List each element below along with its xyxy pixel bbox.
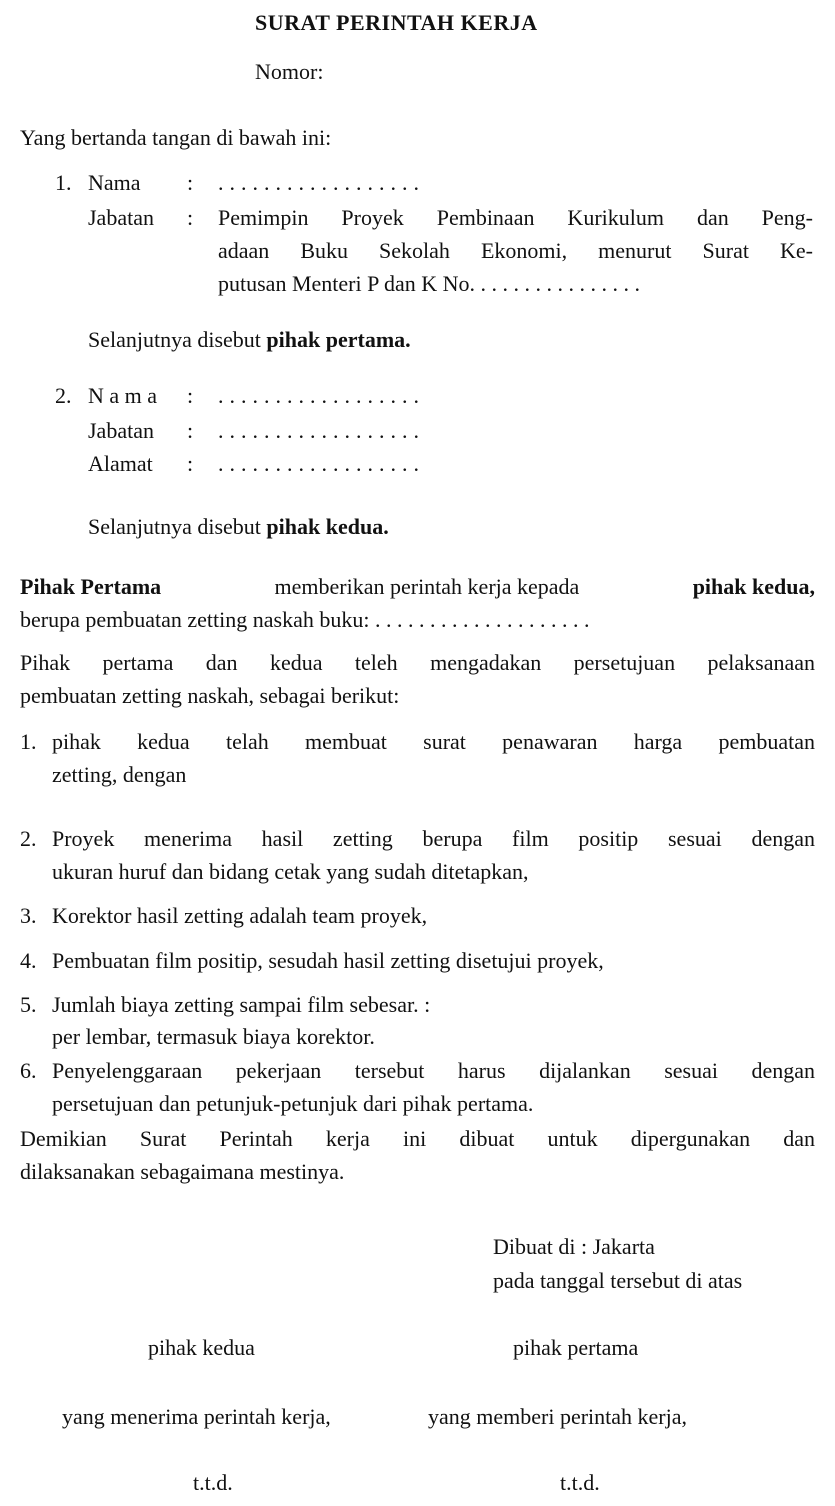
item-number: 2. xyxy=(20,826,37,851)
party2-nama-blank: .................. xyxy=(218,383,425,408)
party1-nama-blank: .................. xyxy=(218,170,425,195)
nomor-label: Nomor: xyxy=(255,59,324,84)
party1-designation-prefix: Selanjutnya disebut xyxy=(88,327,261,352)
order-line-2: berupa pembuatan zetting naskah buku: . . . . . . . . . . . . . . . . . . . . xyxy=(20,607,590,632)
item-line: zetting, dengan xyxy=(52,762,187,787)
item-number: 6. xyxy=(20,1058,37,1083)
party2-jabatan-colon: : xyxy=(187,418,194,443)
item-line: Proyek menerima hasil zetting berupa film positip sesuai dengan xyxy=(52,826,815,851)
order-line-1 xyxy=(20,574,815,600)
party2-designation xyxy=(88,514,389,540)
item-number: 3. xyxy=(20,903,37,928)
item-line: persetujuan dan petunjuk-petunjuk dari pihak pertama. xyxy=(52,1091,534,1116)
signature-right-party: pihak pertama xyxy=(513,1335,639,1360)
item-number: 4. xyxy=(20,948,37,973)
date-line: pada tanggal tersebut di atas xyxy=(493,1268,743,1293)
party1-designation xyxy=(88,327,411,353)
party2-alamat-label: Alamat xyxy=(88,451,153,476)
party2-designation-prefix: Selanjutnya disebut xyxy=(88,514,261,539)
party1-designation-bold: pihak pertama. xyxy=(266,327,411,352)
party2-alamat-colon: : xyxy=(187,451,194,476)
place-line: Dibuat di : Jakarta xyxy=(493,1234,655,1259)
party1-jabatan-colon: : xyxy=(187,205,194,230)
party1-jabatan-line: Pemimpin Proyek Pembinaan Kurikulum dan Peng- xyxy=(218,205,813,230)
party1-number: 1. xyxy=(55,170,72,195)
party2-nama-colon: : xyxy=(187,383,194,408)
intro-text: Yang bertanda tangan di bawah ini: xyxy=(20,125,332,150)
document-title: SURAT PERINTAH KERJA xyxy=(255,10,538,35)
item-line: Jumlah biaya zetting sampai film sebesar. : xyxy=(52,992,431,1017)
item-line: pihak kedua telah membuat surat penawaran harga pembuatan xyxy=(52,729,815,754)
signature-left-party: pihak kedua xyxy=(148,1335,255,1360)
party2-alamat-blank: .................. xyxy=(218,451,425,476)
signature-left-ttd: t.t.d. xyxy=(193,1470,233,1495)
closing-line-2: dilaksanakan sebagaimana mestinya. xyxy=(20,1159,345,1184)
closing-line-1: Demikian Surat Perintah kerja ini dibuat untuk dipergunakan dan xyxy=(20,1126,815,1151)
item-line: per lembar, termasuk biaya korektor. xyxy=(52,1024,375,1049)
item-line: ukuran huruf dan bidang cetak yang sudah ditetapkan, xyxy=(52,859,529,884)
item-number: 5. xyxy=(20,992,37,1017)
party2-jabatan-blank: .................. xyxy=(218,418,425,443)
party1-jabatan-label: Jabatan xyxy=(88,205,154,230)
party2-number: 2. xyxy=(55,383,72,408)
agreement-line-2: pembuatan zetting naskah, sebagai berikut: xyxy=(20,683,400,708)
party2-designation-bold: pihak kedua. xyxy=(266,514,389,539)
party2-jabatan-label: Jabatan xyxy=(88,418,154,443)
party1-nama-label: Nama xyxy=(88,170,141,195)
party1-nama-colon: : xyxy=(187,170,194,195)
item-line: Penyelenggaraan pekerjaan tersebut harus dijalankan sesuai dengan xyxy=(52,1058,815,1083)
item-line: Pembuatan film positip, sesudah hasil zetting disetujui proyek, xyxy=(52,948,604,973)
signature-right-role: yang memberi perintah kerja, xyxy=(428,1404,688,1429)
item-number: 1. xyxy=(20,729,37,754)
party1-jabatan-line: putusan Menteri P dan K No. . . . . . . . . . . . . . . . xyxy=(218,271,641,296)
agreement-line-1: Pihak pertama dan kedua teleh mengadakan persetujuan pelaksanaan xyxy=(20,650,815,675)
item-line: Korektor hasil zetting adalah team proyek, xyxy=(52,903,428,928)
order-bold-2: pihak kedua, xyxy=(692,574,815,599)
order-bold-1: Pihak Pertama xyxy=(20,574,162,599)
party2-nama-label: N a m a xyxy=(88,383,158,408)
signature-right-ttd: t.t.d. xyxy=(560,1470,600,1495)
order-text-1: memberikan perintah kerja kepada xyxy=(274,574,580,599)
party1-jabatan-line: adaan Buku Sekolah Ekonomi, menurut Surat Ke- xyxy=(218,238,813,263)
signature-left-role: yang menerima perintah kerja, xyxy=(62,1404,331,1429)
